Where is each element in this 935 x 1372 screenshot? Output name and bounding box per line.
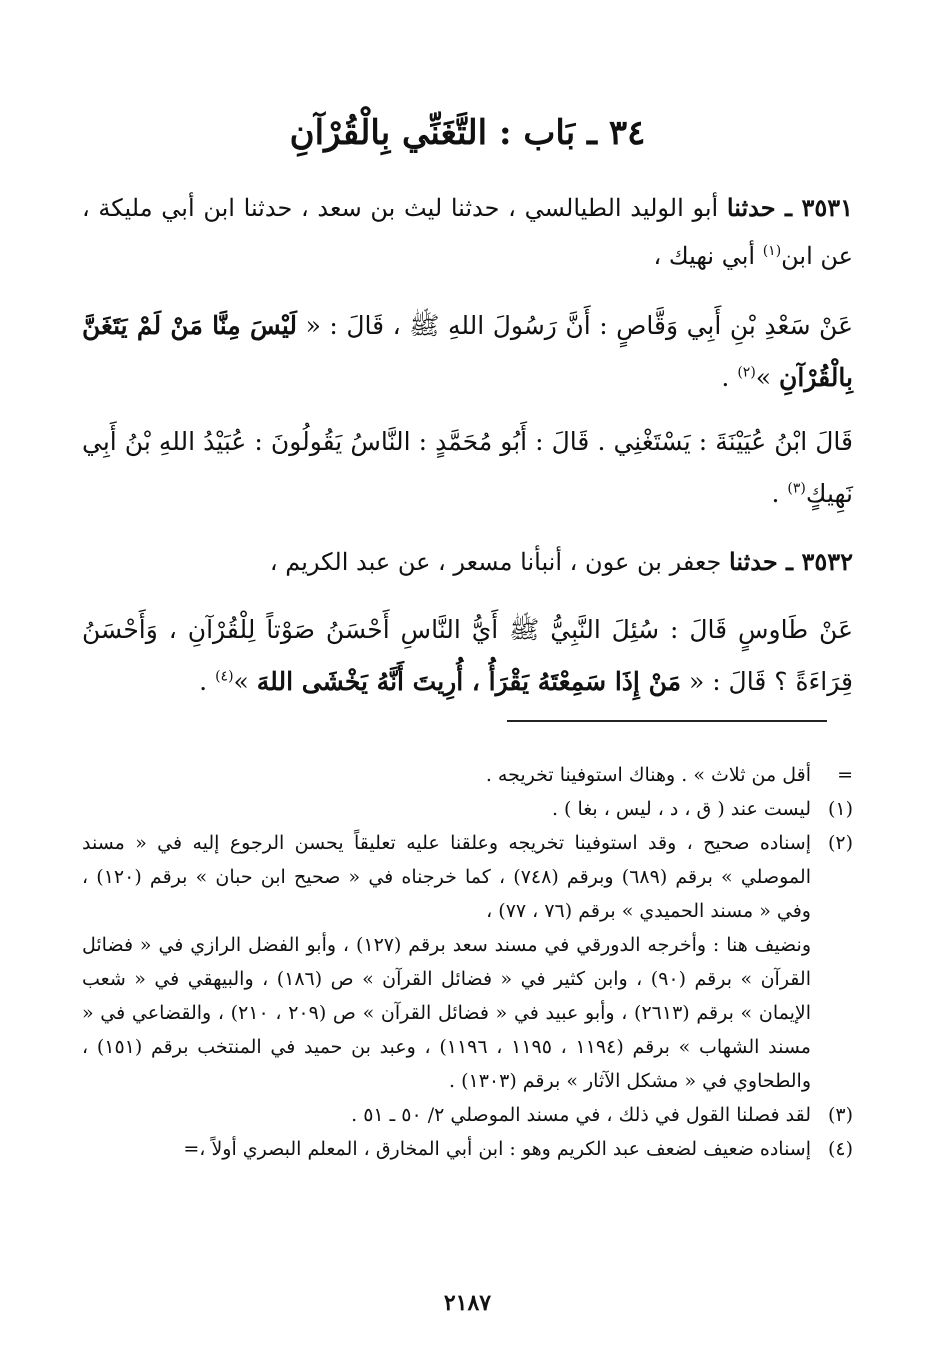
footnote-text: إسناده صحيح ، وقد استوفينا تخريجه وعلقنا عليه تعليقاً يحسن الرجوع إليه في « مسند الموصلي » برقم (٦٨٩) وبرقم (٧٤٨) ، كما خرجناه في « صحيح ابن حبان » برقم (١٢٠) ، وفي « مسند الحميدي » برقم (٧٦ ، ٧٧) ، <box>82 832 811 922</box>
footnote-divider <box>507 720 827 722</box>
footnote-text: ونضيف هنا : وأخرجه الدورقي في مسند سعد برقم (١٢٧) ، وأبو الفضل الرازي في « فضائل القرآن » برقم (٩٠) ، وابن كثير في « فضائل القرآن » ص (١٨٦) ، والبيهقي في « شعب الإيمان » برقم (٢٦١٣) ، وأبو عبيد في « فضائل القرآن » ص (٢٠٩ ، ٢١٠) ، والقضاعي في « مسند الشهاب » برقم (١١٩٤ ، ١١٩٥ ، ١١٩٦) ، وعبد بن حميد في المنتخب برقم (١٥١) ، والطحاوي في « مشكل الآثار » برقم (١٣٠٣) . <box>82 934 811 1092</box>
footnote-mark: = <box>837 764 853 786</box>
footnote <box>82 758 853 792</box>
footnote-mark: (٣) <box>827 1104 853 1126</box>
footnote-mark: (٤) <box>827 1138 853 1160</box>
matn-text: عَنْ سَعْدِ بْنِ أَبِي وَقَّاصٍ : أَنَّ رَسُولَ اللهِ ﷺ ، قَالَ : « <box>297 311 854 340</box>
matn-quote: لَيْسَ مِنَّا مَنْ لَمْ يَتَغَنَّ بِالْقُرْآنِ <box>82 311 853 392</box>
footnote-mark <box>811 928 853 1098</box>
footnote <box>82 826 853 928</box>
hadith-3531-isnad <box>82 184 853 280</box>
matn-text: » <box>233 667 257 696</box>
hadith-3531-comment <box>82 416 853 520</box>
isnad-text: أبو الوليد الطيالسي ، حدثنا ليث بن سعد ، حدثنا ابن أبي مليكة ، عن ابن <box>82 194 853 270</box>
footnote-ref[interactable]: (١) <box>762 243 782 259</box>
hadith-3531-matn <box>82 300 853 404</box>
hadith-number: ٣٥٣١ ـ حدثنا <box>726 193 853 222</box>
footnote-ref[interactable]: (٣) <box>787 480 806 497</box>
hadith-3532-matn <box>82 604 853 708</box>
footnote <box>82 928 853 1098</box>
matn-text: عَنْ طَاوسٍ قَالَ : سُئِلَ النَّبِيُّ ﷺ أَيُّ النَّاسِ أَحْسَنُ صَوْتاً لِلْقُرْآنِ ، وَأَحْسَنُ قِرَاءَةً ؟ قَالَ : « <box>82 615 853 696</box>
isnad-text: جعفر بن عون ، أنبأنا مسعر ، عن عبد الكريم ، <box>269 548 730 576</box>
footnotes <box>82 758 853 1166</box>
page-number: ٢١٨٧ <box>443 1290 492 1316</box>
footnote-ref[interactable]: (٢) <box>737 364 756 381</box>
matn-text: » <box>755 363 780 392</box>
footnote-text: إسناده ضعيف لضعف عبد الكريم وهو : ابن أبي المخارق ، المعلم البصري أولاً ،= <box>183 1138 811 1160</box>
footnote-text: أقل من ثلاث » . وهناك استوفينا تخريجه . <box>485 764 811 786</box>
footnote <box>82 1098 853 1132</box>
footnote <box>82 1132 853 1166</box>
isnad-text: أبي نهيك ، <box>653 242 763 270</box>
footnote-text: لقد فصلنا القول في ذلك ، في مسند الموصلي ٢/ ٥٠ ـ ٥١ . <box>351 1104 811 1126</box>
comment-text: قَالَ ابْنُ عُيَيْنَةَ : يَسْتَغْنِي . قَالَ : أَبُو مُحَمَّدٍ : النَّاسُ يَقُولُونَ : عُبَيْدُ اللهِ بْنُ أَبِي نَهِيكٍ <box>82 427 853 508</box>
chapter-title: ٣٤ ـ بَاب : التَّغَنِّي بِالْقُرْآنِ <box>289 113 646 153</box>
footnote-mark: (٢) <box>827 832 853 854</box>
hadith-3532-isnad <box>82 538 853 586</box>
footnote-text: ليست عند ( ق ، د ، ليس ، بغا ) . <box>551 798 811 820</box>
matn-text: . <box>199 667 216 696</box>
matn-text: . <box>721 363 738 392</box>
hadith-number: ٣٥٣٢ ـ حدثنا <box>729 547 853 576</box>
footnote <box>82 792 853 826</box>
footnote-ref[interactable]: (٤) <box>215 668 234 685</box>
comment-text: . <box>771 479 788 508</box>
footnote-mark: (١) <box>827 798 853 820</box>
matn-quote: مَنْ إِذَا سَمِعْتَهُ يَقْرَأُ ، أُرِيتَ أَنَّهُ يَخْشَى اللهَ <box>256 667 681 696</box>
